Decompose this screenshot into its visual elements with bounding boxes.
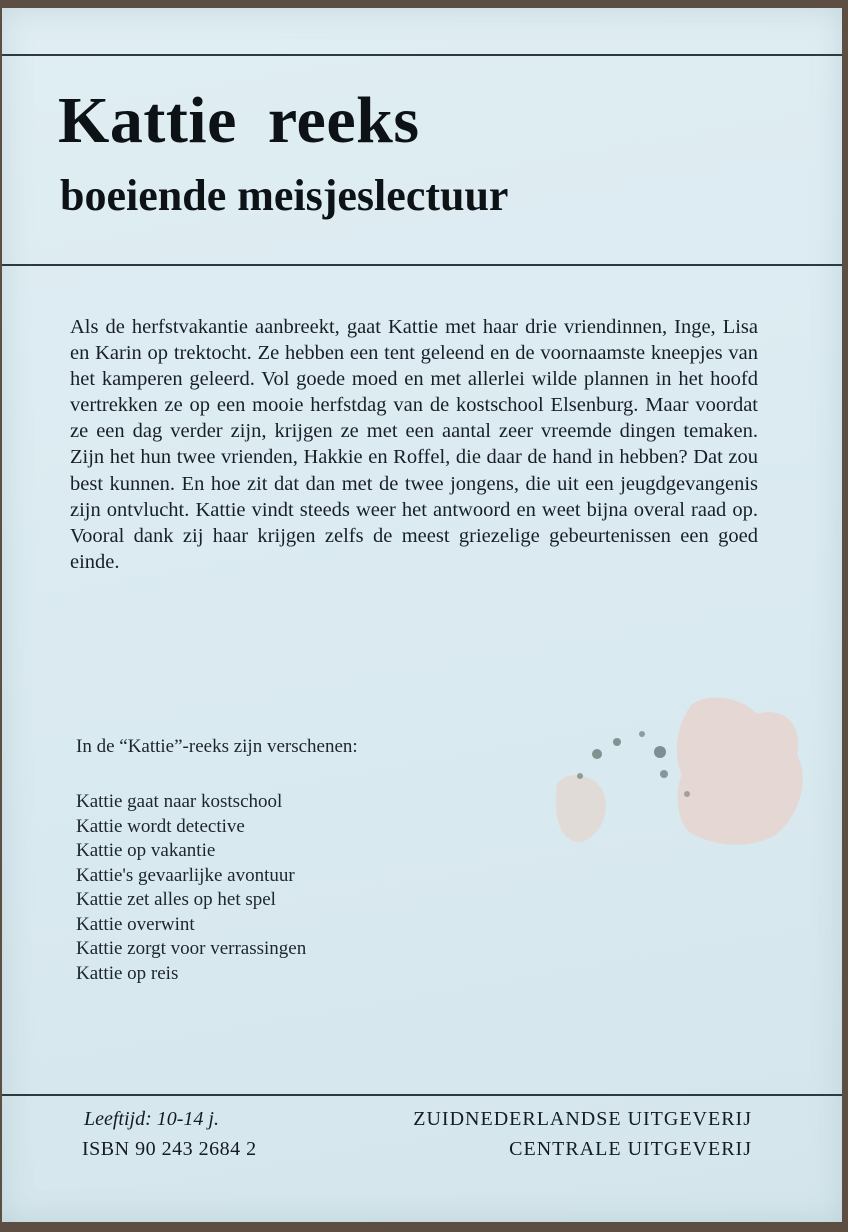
publisher-name: ZUIDNEDERLANDSE UITGEVERIJ xyxy=(413,1108,752,1130)
footer xyxy=(2,1108,842,1178)
paper-damage-stain xyxy=(542,684,812,854)
publisher-name-secondary: CENTRALE UITGEVERIJ xyxy=(509,1138,752,1160)
series-title-item: Kattie zorgt voor verrassingen xyxy=(76,938,307,959)
top-rule xyxy=(2,54,842,56)
back-cover xyxy=(2,8,842,1222)
series-title-item: Kattie's gevaarlijke avontuur xyxy=(76,864,295,886)
series-list-heading: In de “Kattie”-reeks zijn verschenen: xyxy=(76,736,358,757)
series-title-item: Kattie op vakantie xyxy=(76,840,216,861)
age-range: Leeftijd: 10-14 j. xyxy=(84,1108,219,1130)
isbn: ISBN 90 243 2684 2 xyxy=(82,1138,257,1160)
middle-rule xyxy=(2,264,842,266)
series-title: Kattie reeks xyxy=(58,84,420,157)
series-title-item: Kattie op reis xyxy=(76,962,179,984)
series-title-item: Kattie overwint xyxy=(76,913,195,935)
bottom-rule xyxy=(2,1094,842,1096)
series-title-item: Kattie wordt detective xyxy=(76,815,245,837)
synopsis-text: Als de herfstvakantie aanbreekt, gaat Kattie met haar drie vriendinnen, Inge, Lisa en Karin op trektocht. Ze hebben een tent geleend en de voornaamste kneepjes van het kamperen geleerd. Vol goede moed en met allerlei wilde plannen in het hoofd vertrekken ze op een mooie herfstdag van de kostschool Elsenburg. Maar voordat ze een dag verder zijn, krijgen ze met een aantal zeer vreemde dingen temaken. Zijn het hun twee vrienden, Hakkie en Roffel, die daar de hand in hebben? Dat zou best kunnen. En hoe zit dat dan met de twee jongens, die uit een jeugdgevangenis zijn ontvlucht. Kattie vindt steeds weer het antwoord en weet bijna overal raad op. Vooral dank zij haar krijgen zelfs de meest griezelige gebeurtenissen een goed einde. xyxy=(70,316,758,573)
series-subtitle: boeiende meisjeslectuur xyxy=(60,171,509,220)
series-title-item: Kattie gaat naar kostschool xyxy=(76,791,283,812)
series-title-list xyxy=(76,790,306,986)
series-title-item: Kattie zet alles op het spel xyxy=(76,889,276,910)
